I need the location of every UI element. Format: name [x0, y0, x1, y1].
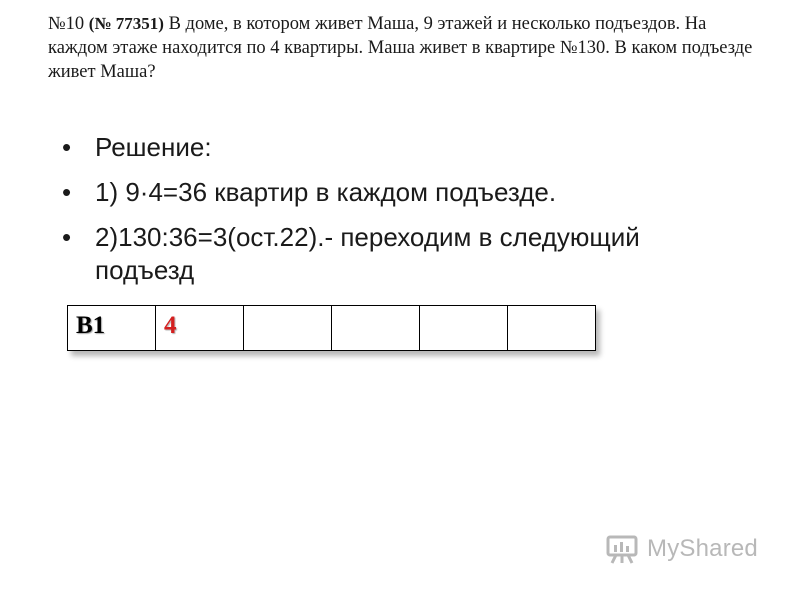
- solution-item: [62, 176, 742, 209]
- watermark-logo: [606, 534, 758, 564]
- answer-empty-cell: [332, 306, 420, 351]
- solution-heading: Решение:: [95, 132, 212, 162]
- bullet: •: [62, 177, 72, 207]
- answer-table: [67, 305, 596, 351]
- answer-empty-cell: [244, 306, 332, 351]
- answer-row: [68, 306, 596, 351]
- bullet: •: [62, 222, 72, 252]
- solution-list: [62, 131, 742, 299]
- solution-step-1: 1) 9·4=36 квартир в каждом подъезде.: [95, 177, 557, 207]
- solution-step-2: 2)130:36=3(ост.22).- переходим в следующий подъезд: [95, 222, 640, 285]
- solution-item: [62, 221, 742, 287]
- problem-number: №10: [48, 14, 85, 34]
- watermark-text: MyShared: [647, 535, 758, 562]
- mysared-logo-icon: [606, 534, 640, 564]
- problem-reference: (№ 77351): [88, 14, 164, 33]
- answer-label: B1: [68, 306, 156, 351]
- problem-text: В доме, в котором живет Маша, 9 этажей и несколько подъездов. На каждом этаже находится по 4 квартиры. Маша живет в квартире №130. В каком подъезде живет Маша?: [48, 14, 753, 82]
- problem-statement: [48, 12, 763, 84]
- answer-empty-cell: [420, 306, 508, 351]
- bullet: •: [62, 132, 72, 162]
- answer-value: 4: [156, 306, 244, 351]
- answer-empty-cell: [508, 306, 596, 351]
- solution-item: [62, 131, 742, 164]
